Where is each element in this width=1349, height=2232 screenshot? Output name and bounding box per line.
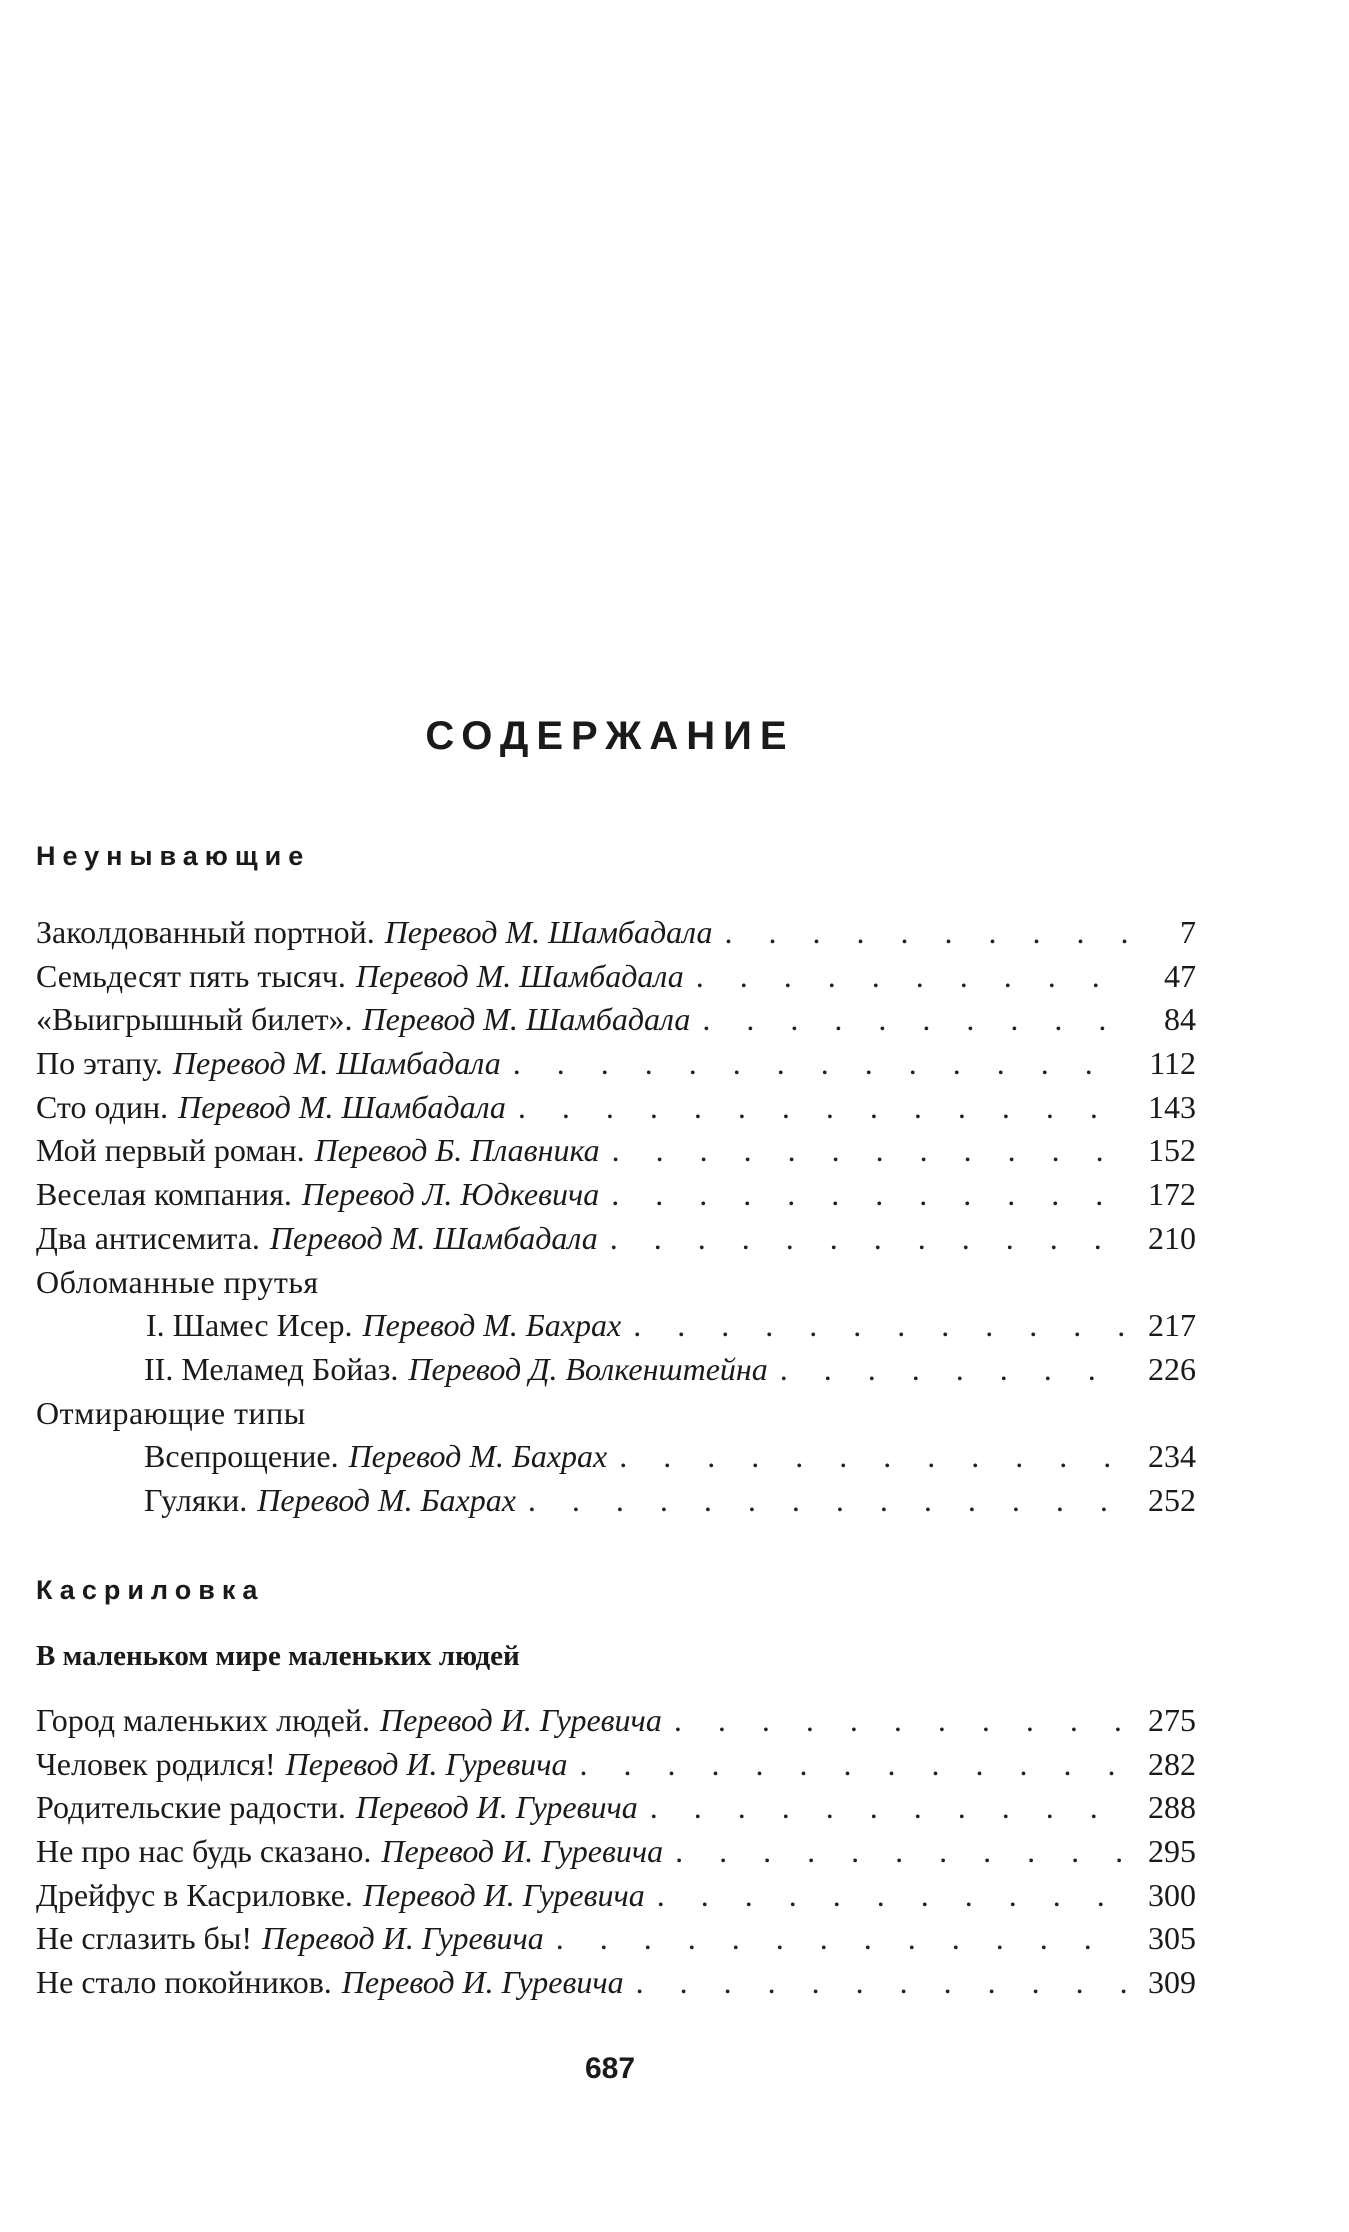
entry-translator: Перевод Д. Волкенштейна bbox=[408, 1350, 768, 1387]
toc-entry[interactable] bbox=[36, 1877, 1196, 1921]
dot-leader bbox=[674, 1702, 1130, 1739]
dot-leader bbox=[657, 1877, 1130, 1914]
entry-title: Не про нас будь сказано. bbox=[36, 1833, 372, 1870]
entry-translator: Перевод Л. Юдкевича bbox=[301, 1176, 600, 1213]
entry-page-number: 309 bbox=[1148, 1964, 1196, 2001]
toc-entry[interactable] bbox=[36, 1351, 1196, 1395]
entry-translator: Перевод М. Бахрах bbox=[348, 1438, 608, 1475]
page-title: СОДЕРЖАНИЕ bbox=[425, 714, 795, 758]
dot-leader bbox=[675, 1833, 1130, 1870]
dot-leader bbox=[633, 1307, 1130, 1344]
dot-leader bbox=[612, 1132, 1130, 1169]
entry-title: I. Шамес Исер. bbox=[146, 1307, 353, 1344]
entry-title: Сто один. bbox=[36, 1088, 169, 1125]
section-subheading: В маленьком мире маленьких людей bbox=[36, 1640, 520, 1672]
entry-page-number: 305 bbox=[1148, 1920, 1196, 1957]
toc-entry[interactable] bbox=[36, 1702, 1196, 1746]
section-neunyvayushchie bbox=[36, 836, 1196, 1526]
toc-entry[interactable] bbox=[36, 958, 1196, 1002]
entry-title: Родительские радости. bbox=[36, 1789, 346, 1826]
entry-translator: Перевод И. Гуревича bbox=[341, 1964, 624, 2001]
entry-translator: Перевод И. Гуревича bbox=[355, 1789, 638, 1826]
dot-leader bbox=[518, 1089, 1130, 1126]
entry-title: Дрейфус в Касриловке. bbox=[36, 1876, 353, 1913]
entry-title: II. Меламед Бойаз. bbox=[144, 1350, 399, 1387]
entry-page-number: 295 bbox=[1148, 1833, 1196, 1870]
entry-page-number: 172 bbox=[1148, 1176, 1196, 1213]
section-heading: Неунывающие bbox=[36, 841, 311, 871]
entry-page-number: 84 bbox=[1164, 1001, 1196, 1038]
entry-translator: Перевод М. Шамбадала bbox=[362, 1001, 691, 1038]
entry-translator: Перевод М. Шамбадала bbox=[384, 914, 713, 950]
dot-leader bbox=[513, 1045, 1130, 1082]
entry-title: Не стало покойников. bbox=[36, 1964, 332, 2001]
toc-entry[interactable] bbox=[36, 1220, 1196, 1264]
entry-page-number: 288 bbox=[1148, 1789, 1196, 1826]
group-title: Отмирающие типы bbox=[36, 1394, 306, 1431]
entry-translator: Перевод И. Гуревича bbox=[362, 1876, 645, 1913]
entry-translator: Перевод М. Шамбадала bbox=[355, 957, 684, 994]
dot-leader bbox=[780, 1351, 1130, 1388]
dot-leader bbox=[725, 914, 1130, 951]
entry-translator: Перевод М. Шамбадала bbox=[269, 1219, 598, 1256]
dot-leader bbox=[619, 1438, 1130, 1475]
toc-list bbox=[36, 1702, 1196, 2008]
toc-entry[interactable] bbox=[36, 1964, 1196, 2008]
entry-title: Два антисемита. bbox=[36, 1219, 260, 1256]
entry-page-number: 252 bbox=[1148, 1481, 1196, 1518]
entry-page-number: 217 bbox=[1148, 1307, 1196, 1344]
entry-title: Веселая компания. bbox=[36, 1176, 292, 1213]
entry-title: Мой первый роман. bbox=[36, 1132, 305, 1169]
entry-translator: Перевод И. Гуревича bbox=[261, 1920, 544, 1957]
toc-entry[interactable] bbox=[36, 1001, 1196, 1045]
entry-translator: Перевод И. Гуревича bbox=[379, 1702, 662, 1738]
toc-entry[interactable] bbox=[36, 1789, 1196, 1833]
toc-entry[interactable] bbox=[36, 914, 1196, 958]
toc-group-heading bbox=[36, 1264, 1196, 1308]
entry-page-number: 226 bbox=[1148, 1350, 1196, 1387]
entry-page-number: 143 bbox=[1148, 1088, 1196, 1125]
entry-title: «Выигрышный билет». bbox=[36, 1001, 353, 1038]
dot-leader bbox=[611, 1176, 1130, 1213]
section-kasrilovka bbox=[36, 1570, 1196, 2008]
section-heading: Касриловка bbox=[36, 1575, 265, 1605]
dot-leader bbox=[702, 1001, 1130, 1038]
entry-page-number: 47 bbox=[1164, 957, 1196, 994]
toc-entry[interactable] bbox=[36, 1132, 1196, 1176]
dot-leader bbox=[636, 1964, 1130, 2001]
entry-title: Заколдованный портной. bbox=[36, 914, 375, 950]
toc-entry[interactable] bbox=[36, 1438, 1196, 1482]
dot-leader bbox=[650, 1789, 1130, 1826]
toc-entry[interactable] bbox=[36, 1746, 1196, 1790]
entry-translator: Перевод М. Бахрах bbox=[362, 1307, 622, 1344]
entry-title: Гуляки. bbox=[144, 1481, 248, 1518]
entry-title: Всепрощение. bbox=[144, 1438, 339, 1475]
entry-translator: Перевод И. Гуревича bbox=[285, 1745, 568, 1782]
toc-entry[interactable] bbox=[36, 1089, 1196, 1133]
dot-leader bbox=[696, 958, 1130, 995]
entry-page-number: 234 bbox=[1148, 1438, 1196, 1475]
dot-leader bbox=[610, 1220, 1130, 1257]
entry-title: Человек родился! bbox=[36, 1745, 276, 1782]
toc-list bbox=[36, 914, 1196, 1526]
dot-leader bbox=[580, 1746, 1131, 1783]
toc-entry[interactable] bbox=[36, 1833, 1196, 1877]
entry-translator: Перевод М. Бахрах bbox=[257, 1481, 516, 1518]
entry-title: Не сглазить бы! bbox=[36, 1920, 252, 1957]
entry-page-number: 152 bbox=[1148, 1132, 1196, 1169]
toc-entry[interactable] bbox=[36, 1920, 1196, 1964]
toc-entry[interactable] bbox=[36, 1176, 1196, 1220]
entry-title: По этапу. bbox=[36, 1045, 163, 1082]
toc-entry[interactable] bbox=[36, 1307, 1196, 1351]
entry-page-number: 300 bbox=[1148, 1876, 1196, 1913]
entry-page-number: 112 bbox=[1149, 1045, 1196, 1082]
dot-leader bbox=[556, 1920, 1130, 1957]
entry-page-number: 275 bbox=[1148, 1702, 1196, 1738]
page-number: 687 bbox=[584, 2052, 636, 2085]
entry-page-number: 7 bbox=[1180, 914, 1196, 950]
entry-page-number: 282 bbox=[1148, 1745, 1196, 1782]
entry-title: Семьдесят пять тысяч. bbox=[36, 957, 346, 994]
toc-group-heading bbox=[36, 1395, 1196, 1439]
dot-leader bbox=[528, 1482, 1130, 1519]
entry-translator: Перевод М. Шамбадала bbox=[172, 1045, 501, 1082]
entry-translator: Перевод Б. Плавника bbox=[314, 1132, 600, 1169]
toc-entry[interactable] bbox=[36, 1045, 1196, 1089]
toc-entry[interactable] bbox=[36, 1482, 1196, 1526]
entry-title: Город маленьких людей. bbox=[36, 1702, 370, 1738]
group-title: Обломанные прутья bbox=[36, 1263, 319, 1300]
entry-translator: Перевод М. Шамбадала bbox=[178, 1088, 506, 1125]
entry-page-number: 210 bbox=[1148, 1219, 1196, 1256]
entry-translator: Перевод И. Гуревича bbox=[381, 1833, 664, 1870]
